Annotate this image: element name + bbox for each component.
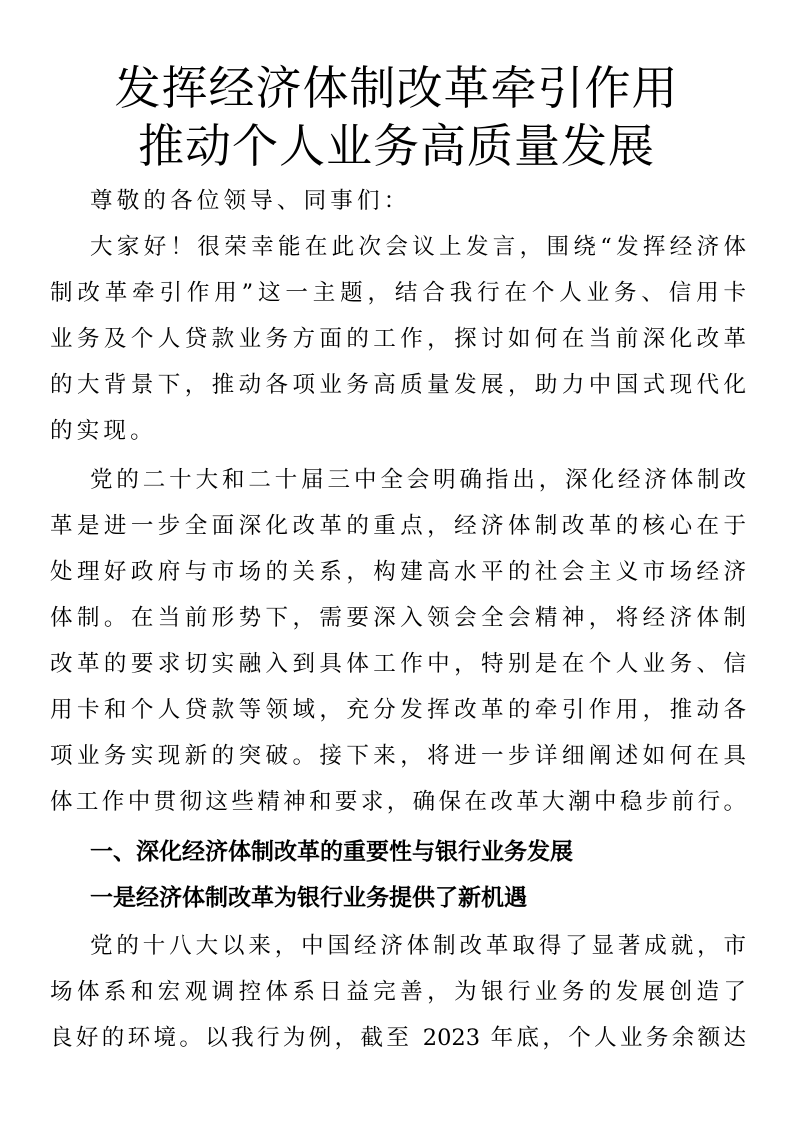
document-title-line-1: 发挥经济体制改革牵引作用 bbox=[114, 61, 679, 115]
paragraph-2-line: 体制。在当前形势下，需要深入领会全会精神，将经济体制 bbox=[50, 605, 746, 631]
paragraph-2-line: 项业务实现新的突破。接下来，将进一步详细阐述如何在具 bbox=[50, 743, 746, 769]
paragraph-3-line: 良好的环境。以我行为例，截至 2023 年底，个人业务余额达 bbox=[50, 1025, 746, 1051]
paragraph-1-line: 的大背景下，推动各项业务高质量发展，助力中国式现代化 bbox=[50, 372, 746, 398]
subsection-1-heading: 一是经济体制改革为银行业务提供了新机遇 bbox=[90, 885, 527, 911]
paragraph-1-line: 的实现。 bbox=[50, 418, 157, 444]
paragraph-1-line: 大家好！很荣幸能在此次会议上发言，围绕“发挥经济体 bbox=[90, 234, 746, 260]
document-title-line-2: 推动个人业务高质量发展 bbox=[138, 119, 655, 173]
paragraph-1-line: 业务及个人贷款业务方面的工作，探讨如何在当前深化改革 bbox=[50, 326, 746, 352]
paragraph-2-line: 革是进一步全面深化改革的重点，经济体制改革的核心在于 bbox=[50, 513, 746, 539]
paragraph-2-line: 党的二十大和二十届三中全会明确指出，深化经济体制改 bbox=[90, 467, 746, 493]
paragraph-3-line: 场体系和宏观调控体系日益完善，为银行业务的发展创造了 bbox=[50, 979, 746, 1005]
section-1-heading: 一、深化经济体制改革的重要性与银行业务发展 bbox=[90, 839, 573, 865]
paragraph-2-line: 用卡和个人贷款等领域，充分发挥改革的牵引作用，推动各 bbox=[50, 697, 746, 723]
paragraph-2-line: 改革的要求切实融入到具体工作中，特别是在个人业务、信 bbox=[50, 651, 746, 677]
paragraph-3-line: 党的十八大以来，中国经济体制改革取得了显著成就，市 bbox=[90, 933, 746, 959]
salutation: 尊敬的各位领导、同事们： bbox=[90, 188, 411, 214]
paragraph-2-line: 处理好政府与市场的关系，构建高水平的社会主义市场经济 bbox=[50, 559, 746, 585]
paragraph-1-line: 制改革牵引作用”这一主题，结合我行在个人业务、信用卡 bbox=[50, 280, 746, 306]
paragraph-2-line: 体工作中贯彻这些精神和要求，确保在改革大潮中稳步前行。 bbox=[50, 789, 746, 815]
